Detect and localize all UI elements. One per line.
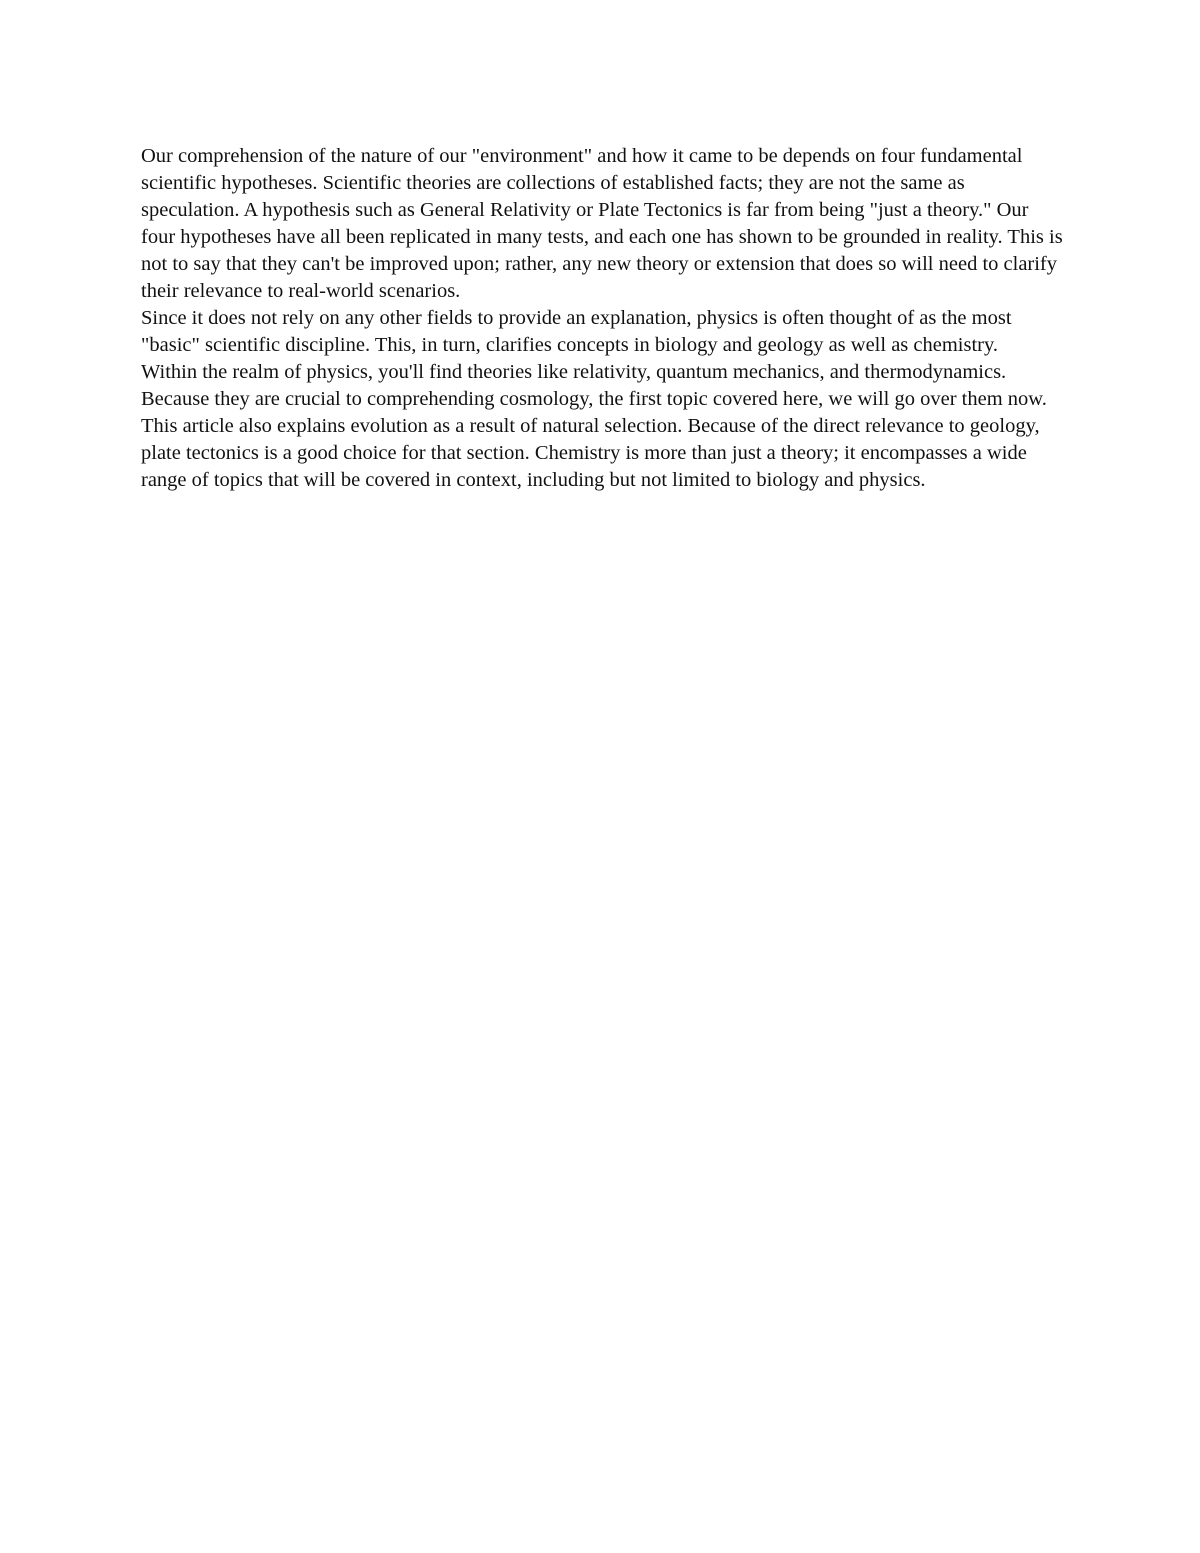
paragraph-physics-theories: Within the realm of physics, you'll find theories like relativity, quantum mechanics, and thermodynamics. Because they are crucial to comprehending cosmology, the first topic covered here, we will go over them now. This article also explains evolution as a result of natural selection. Because of the direct relevance to geology, plate tectonics is a good choice for that section. Chemistry is more than just a theory; it encompasses a wide range of topics that will be covered in context, including but not limited to biology and physics. [141,361,1047,491]
paragraph-physics-basic: Since it does not rely on any other fields to provide an explanation, physics is often thought of as the most "basic" scientific discipline. This, in turn, clarifies concepts in biology and geology as well as chemistry. [141,307,1012,356]
document-body [141,143,1066,494]
paragraph-intro: Our comprehension of the nature of our "environment" and how it came to be depends on four fundamental scientific hypotheses. Scientific theories are collections of established facts; they are not the same as speculation. A hypothesis such as General Relativity or Plate Tectonics is far from being "just a theory." Our four hypotheses have all been replicated in many tests, and each one has shown to be grounded in reality. This is not to say that they can't be improved upon; rather, any new theory or extension that does so will need to clarify their relevance to real-world scenarios. [141,145,1063,302]
